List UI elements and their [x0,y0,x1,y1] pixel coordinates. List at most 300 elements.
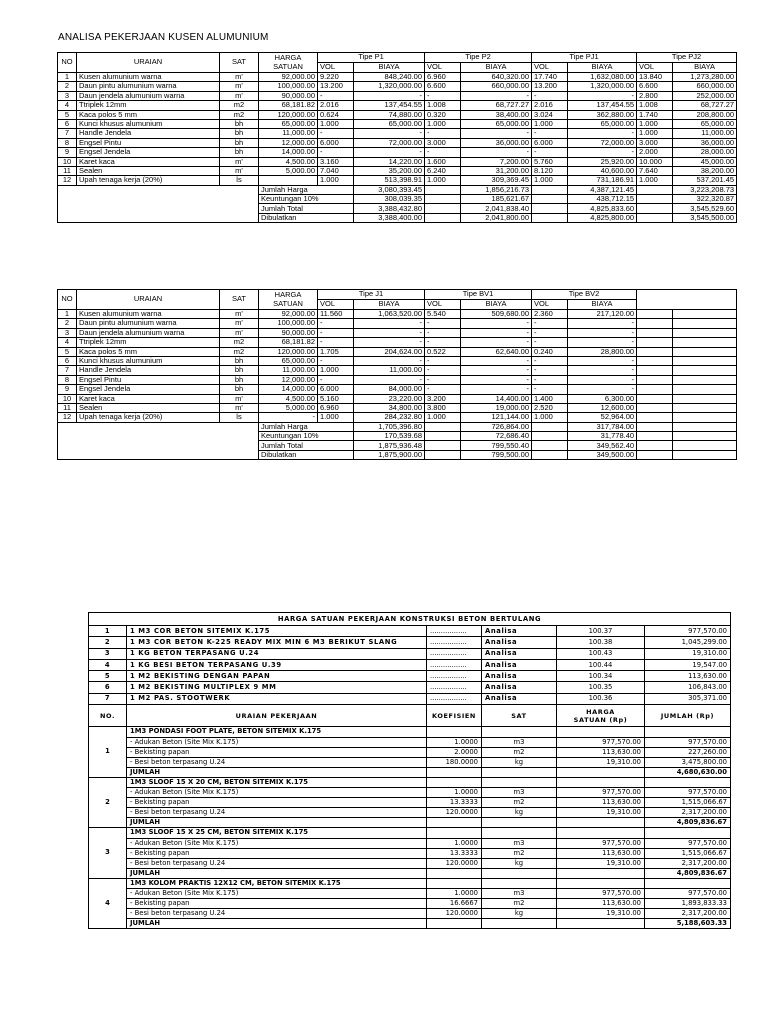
table-cell: 3.800 [425,403,461,412]
table-cell: m3 [482,788,557,798]
empty-cell [532,450,568,459]
empty-cell [637,347,673,356]
table-cell: 7 [89,693,127,704]
table-row [89,808,731,818]
table-cell: 38,400.00 [461,110,532,119]
table-cell: m2 [220,338,259,347]
empty-cell [637,413,673,422]
table-cell: 6 [58,356,77,365]
table-row [58,176,737,185]
empty-cell [637,450,673,459]
table-body [58,73,737,223]
table-cell: 1.000 [637,119,673,128]
table-header-row [89,705,731,727]
table-cell: - [425,148,461,157]
table-row [58,375,737,384]
table-cell: 1 [58,310,77,319]
col-type: Tipe PJ2 [637,53,737,63]
table-cell: m3 [482,838,557,848]
table-cell: - [354,319,425,328]
summary-value: 72,686.40 [461,432,532,441]
empty-cell [427,777,482,788]
table-cell: - [354,375,425,384]
table-cell: 65,000.00 [259,119,318,128]
table-cell: - [425,319,461,328]
satuan-label: SATUAN (Rp) [573,715,628,724]
col-vol: VOL [532,63,568,73]
jumlah-row [89,868,731,878]
harga-label: HARGA [586,707,615,716]
table-cell: 100.35 [557,682,645,693]
col-vol: VOL [425,63,461,73]
table-row [89,899,731,909]
table-cell: Kunci khusus alumunium [77,119,220,128]
empty-cell [427,878,482,889]
table-cell: 113,630.00 [645,671,731,682]
table-cell: 100,000.00 [259,319,318,328]
summary-value: 185,621.67 [461,195,532,204]
table-cell: ................. [427,693,482,704]
table-cell: 284,232.80 [354,413,425,422]
summary-label: Keuntungan 10% [259,432,354,441]
col-vol: VOL [532,300,568,310]
empty-cell [425,450,461,459]
empty-cell [673,441,737,450]
col-type: Tipe BV2 [532,290,637,300]
table-cell: 65,000.00 [259,356,318,365]
table-cell: 1.000 [425,176,461,185]
table-cell: 1.000 [425,413,461,422]
section-no: 4 [89,878,127,929]
table-cell: 19,310.00 [557,808,645,818]
table-cell: Daun jendela alumunium warna [77,91,220,100]
table-cell: 1.000 [637,176,673,185]
table-cell: 68,181.82 [259,101,318,110]
empty-cell [482,919,557,929]
col-no: NO. [89,705,127,727]
jumlah-row [89,818,731,828]
empty-cell [425,441,461,450]
table-cell: - [532,91,568,100]
table-cell: 7 [58,129,77,138]
summary-value: 170,539.68 [354,432,425,441]
table-cell: 84,000.00 [354,385,425,394]
table-cell: 7,200.00 [461,157,532,166]
list-item [89,671,731,682]
table-cell: 1.400 [532,394,568,403]
table-cell: 3 [89,648,127,659]
table-cell: bh [220,366,259,375]
table-row [58,328,737,337]
table-cell: 2.0000 [427,747,482,757]
table-cell: 1.705 [318,347,354,356]
table-cell: - [461,319,532,328]
empty-cell [637,394,673,403]
empty-cell [427,818,482,828]
empty-cell [637,310,673,319]
table-cell: - Besi beton terpasang U.24 [127,808,427,818]
summary-row [58,422,737,431]
jumlah-value: 5,188,603.33 [645,919,731,929]
summary-value: 1,856,216.73 [461,185,532,194]
table-cell: m3 [482,737,557,747]
table-cell: 52,964.00 [568,413,637,422]
table-cell: 6.600 [637,82,673,91]
table-cell: - [532,319,568,328]
jumlah-label: JUMLAH [127,818,427,828]
list-item [89,626,731,637]
col-sat: SAT [482,705,557,727]
table-cell: - [532,148,568,157]
summary-blank [58,185,259,223]
col-biaya: BIAYA [354,300,425,310]
table-cell: 113,630.00 [557,899,645,909]
table-body [58,310,737,460]
table-cell: - Bekisting papan [127,798,427,808]
table-cell: 509,680.00 [461,310,532,319]
empty-cell [557,919,645,929]
table-cell: - Adukan Beton (Site Mix K.175) [127,788,427,798]
table-cell: - Adukan Beton (Site Mix K.175) [127,838,427,848]
table-cell: 68,181.82 [259,338,318,347]
table-cell: 6.000 [532,138,568,147]
col-jumlah: JUMLAH (Rp) [645,705,731,727]
table-cell: 1,515,066.67 [645,798,731,808]
table-cell: - [461,148,532,157]
table-cell: 6.000 [318,138,354,147]
table-cell: - [425,356,461,365]
table-cell: - [461,356,532,365]
table-cell: 660,000.00 [673,82,737,91]
table-cell: Ttriplek 12mm [77,101,220,110]
table-cell: 28,800.00 [568,347,637,356]
table-row [58,319,737,328]
table-cell: Daun pintu alumunium warna [77,319,220,328]
table-cell: 100.36 [557,693,645,704]
empty-cell [673,450,737,459]
table-cell: 6,300.00 [568,394,637,403]
table-cell: - [568,129,637,138]
table-row [89,757,731,767]
table-cell: kg [482,909,557,919]
empty-cell [645,727,731,738]
table-row [58,394,737,403]
summary-value: 3,545,500.00 [673,213,737,222]
empty-cell [637,422,673,431]
table-body [89,613,731,929]
table-cell: 120.0000 [427,909,482,919]
table-cell: 13.200 [532,82,568,91]
summary-value: 4,825,800.00 [568,213,637,222]
table-cell: 11,000.00 [673,129,737,138]
table-cell: 121,144.00 [461,413,532,422]
table-cell: 120.0000 [427,858,482,868]
table-cell: 3,475,800.00 [645,757,731,767]
table-cell: 305,371.00 [645,693,731,704]
empty-cell [425,195,461,204]
table-cell: - [532,366,568,375]
table-cell: 1,063,520.00 [354,310,425,319]
summary-value: 3,223,208.73 [673,185,737,194]
table-cell: - Besi beton terpasang U.24 [127,757,427,767]
table-cell: m2 [482,848,557,858]
table-cell: 1.000 [318,366,354,375]
empty-cell [637,432,673,441]
table-cell: 180.0000 [427,757,482,767]
table-cell: Engsel Pintu [77,375,220,384]
table-cell: 72,000.00 [354,138,425,147]
summary-label: Jumlah Total [259,441,354,450]
table-cell: 35,200.00 [354,166,425,175]
table-cell: ................. [427,682,482,693]
empty-cell [482,767,557,777]
empty-cell [425,185,461,194]
table-cell: 1.740 [637,110,673,119]
table-cell: 12,600.00 [568,403,637,412]
table-cell: - Bekisting papan [127,747,427,757]
col-type: Tipe P1 [318,53,425,63]
summary-value: 4,387,121.45 [568,185,637,194]
summary-label: Jumlah Total [259,204,354,213]
table-cell: 6.600 [425,82,461,91]
table-cell: - [532,328,568,337]
empty-cell [673,385,737,394]
table-cell: - [425,338,461,347]
table-cell: 40,600.00 [568,166,637,175]
empty-cell [673,394,737,403]
summary-label: Jumlah Harga [259,185,354,194]
table-cell: 100.37 [557,626,645,637]
table-row [58,366,737,375]
jumlah-value: 4,809,836.67 [645,868,731,878]
table-cell: 1,045,299.00 [645,637,731,648]
table-cell: 106,843.00 [645,682,731,693]
table-cell: 28,000.00 [673,148,737,157]
empty-cell [645,828,731,839]
table-cell: 3.200 [425,394,461,403]
empty-cell [637,366,673,375]
table-cell: 731,186.91 [568,176,637,185]
table-cell: - [532,129,568,138]
empty-cell [645,777,731,788]
table-cell: 0.522 [425,347,461,356]
table-cell: Analisa [482,682,557,693]
col-no: NO [58,53,77,73]
harga-label: HARGA [274,290,302,300]
table-cell: 1.008 [637,101,673,110]
table-cell: 113,630.00 [557,747,645,757]
summary-value: 322,320.87 [673,195,737,204]
summary-value: 308,039.35 [354,195,425,204]
table-cell: 14,000.00 [259,148,318,157]
table-cell: 68,727.27 [673,101,737,110]
table-cell: Karet kaca [77,157,220,166]
table-cell: 1.000 [532,176,568,185]
table-cell [259,176,318,185]
list-item [89,682,731,693]
table-cell: 0.320 [425,110,461,119]
table-cell: 2 [58,82,77,91]
table-cell: bh [220,138,259,147]
table-cell: - [318,129,354,138]
table-cell: - [461,338,532,347]
table-cell: 977,570.00 [645,889,731,899]
table-cell: Upah tenaga kerja (20%) [77,176,220,185]
summary-value: 31,778.40 [568,432,637,441]
empty-cell [532,185,568,194]
table-cell: 13.3333 [427,848,482,858]
table-cell: 9 [58,385,77,394]
table-cell: 62,640.00 [461,347,532,356]
summary-value: 3,545,529.60 [673,204,737,213]
empty-cell [637,385,673,394]
table-cell: 3 [58,328,77,337]
empty-cell [637,356,673,365]
empty-cell [673,338,737,347]
empty-cell [557,818,645,828]
table-kusen-p1-pj2 [57,52,737,223]
table-cell: 1.0000 [427,788,482,798]
table-cell: 25,920.00 [568,157,637,166]
jumlah-value: 4,680,630.00 [645,767,731,777]
table-row [89,838,731,848]
table-cell: 13.840 [637,73,673,82]
empty-cell [427,919,482,929]
empty-cell [557,727,645,738]
table-cell: Sealen [77,166,220,175]
table-cell: - [461,375,532,384]
table-cell: - Besi beton terpasang U.24 [127,909,427,919]
empty-cell [557,878,645,889]
col-koefisien: KOEFISIEN [427,705,482,727]
table-row [58,310,737,319]
table-cell: 3.000 [425,138,461,147]
table-cell: 12 [58,176,77,185]
table-row [58,385,737,394]
empty-cell [637,185,673,194]
table-cell: 2.016 [532,101,568,110]
table-cell: - [259,413,318,422]
table-cell: ................. [427,659,482,670]
table-cell: Daun jendela alumunium warna [77,328,220,337]
empty-cell [557,767,645,777]
empty-cell [427,767,482,777]
empty-cell [482,878,557,889]
col-biaya: BIAYA [461,63,532,73]
section-no: 3 [89,828,127,879]
table-cell: 36,000.00 [461,138,532,147]
table-cell: 1,893,833.33 [645,899,731,909]
table-cell: - Adukan Beton (Site Mix K.175) [127,889,427,899]
summary-value: 3,388,432.80 [354,204,425,213]
table-cell: m2 [482,798,557,808]
table-row [58,138,737,147]
table-cell: m' [220,73,259,82]
table-cell: Analisa [482,693,557,704]
table-cell: 11,000.00 [354,366,425,375]
jumlah-row [89,767,731,777]
table-cell: 120.0000 [427,808,482,818]
harga-label: HARGA [274,53,302,63]
table-cell: - [461,385,532,394]
col-vol: VOL [318,63,354,73]
table-row [89,848,731,858]
table-cell: 1,320,000.00 [568,82,637,91]
table-cell: - [354,129,425,138]
empty-cell [557,868,645,878]
table-cell: m' [220,166,259,175]
page-title-analisa-kusen: ANALISA PEKERJAAN KUSEN ALUMUNIUM [58,32,269,43]
table-row [58,157,737,166]
table-cell: 977,570.00 [557,737,645,747]
table-cell: 1.008 [425,101,461,110]
table-cell: Kusen alumunium warna [77,73,220,82]
table-cell: - [425,375,461,384]
table-cell: - [425,385,461,394]
table-cell: - [425,328,461,337]
section-title: 1M3 SLOOF 15 X 25 CM, BETON SITEMIX K.175 [127,828,427,839]
table-cell: - [568,375,637,384]
table-cell: Daun pintu alumunium warna [77,82,220,91]
table-cell: - [461,129,532,138]
empty-cell [673,375,737,384]
table-cell: 31,200.00 [461,166,532,175]
table-cell: 19,310.00 [557,909,645,919]
table-cell: 5.760 [532,157,568,166]
table-cell: - [461,91,532,100]
table-cell: Kusen alumunium warna [77,310,220,319]
table-cell: - [461,328,532,337]
table-cell: 5,000.00 [259,403,318,412]
col-biaya: BIAYA [673,63,737,73]
table-cell: - [568,356,637,365]
satuan-label: SATUAN [273,298,303,308]
empty-cell [425,432,461,441]
list-item [89,637,731,648]
list-item [89,659,731,670]
table-cell: 1,515,066.67 [645,848,731,858]
empty-cell [673,356,737,365]
summary-label: Dibulatkan [259,450,354,459]
table-row [58,356,737,365]
table-cell: 19,310.00 [557,757,645,767]
table-cell: bh [220,385,259,394]
table-cell: 8 [58,375,77,384]
table-cell: 1 M3 COR BETON SITEMIX K.175 [127,626,427,637]
table-cell: 7.040 [318,166,354,175]
table-cell: - [318,91,354,100]
table-cell: bh [220,375,259,384]
table-cell: 65,000.00 [354,119,425,128]
empty-cell [482,868,557,878]
table-cell: m' [220,157,259,166]
table-row [89,737,731,747]
table-cell: 65,000.00 [461,119,532,128]
table-cell: - [568,385,637,394]
empty-cell [637,204,673,213]
table-cell: 92,000.00 [259,73,318,82]
table-cell: 3 [58,91,77,100]
table-cell: ................. [427,637,482,648]
summary-value: 317,784.00 [568,422,637,431]
table-cell: 10 [58,394,77,403]
table-cell: 12,000.00 [259,138,318,147]
summary-row [58,185,737,194]
table-cell: 8 [58,138,77,147]
table-cell: m3 [482,889,557,899]
table-cell: 11,000.00 [259,366,318,375]
table-cell: 1.000 [425,119,461,128]
